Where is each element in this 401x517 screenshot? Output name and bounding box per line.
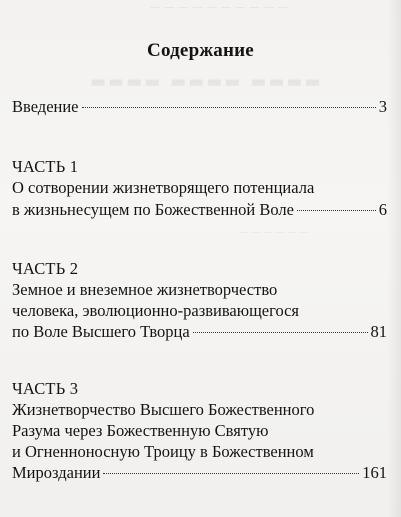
toc-entry-line: и Огненноносную Троицу в Божественном [12,442,314,461]
toc-page-number: 3 [378,97,387,116]
toc-part-heading: ЧАСТЬ 1 [12,157,79,176]
toc-entry-part2 [12,322,387,342]
toc-entry-label: по Воле Высшего Творца [12,322,190,341]
toc-entry-line: О сотворении жизнетворящего потенциала [12,178,315,197]
toc-part-heading: ЧАСТЬ 2 [12,259,79,278]
bleed-through-text: ▬▬▬▬ ▬▬▬▬ ▬▬▬▬ [88,72,321,92]
toc-entry-line: Жизнетворчество Высшего Божественного [12,400,315,419]
toc-entry-part3 [12,463,387,483]
toc-entry-label: Введение [12,97,79,116]
dot-leader [82,107,376,108]
toc-entry-label: Мироздании [12,463,101,482]
dot-leader [297,210,376,211]
toc-part-heading: ЧАСТЬ 3 [12,379,79,398]
toc-entry-line: человека, эволюционно-развивающегося [12,301,300,320]
toc-entry-label: в жизньнесущем по Божественной Воле [12,200,294,219]
toc-entry-line: Разума через Божественную Святую [12,421,269,440]
toc-entry-part1 [12,200,387,220]
toc-page-number: 161 [362,463,387,482]
page-title: Содержание [147,40,254,61]
dot-leader [193,332,368,333]
bleed-through-text: — — — — — — — — — — [150,2,289,13]
toc-page-number: 81 [370,322,387,341]
toc-page-number: 6 [378,200,387,219]
dot-leader [103,473,359,474]
toc-entry-intro [12,97,387,117]
bleed-through-text: — — — — — — [240,228,309,238]
toc-entry-line: Земное и внеземное жизнетворчество [12,280,278,299]
